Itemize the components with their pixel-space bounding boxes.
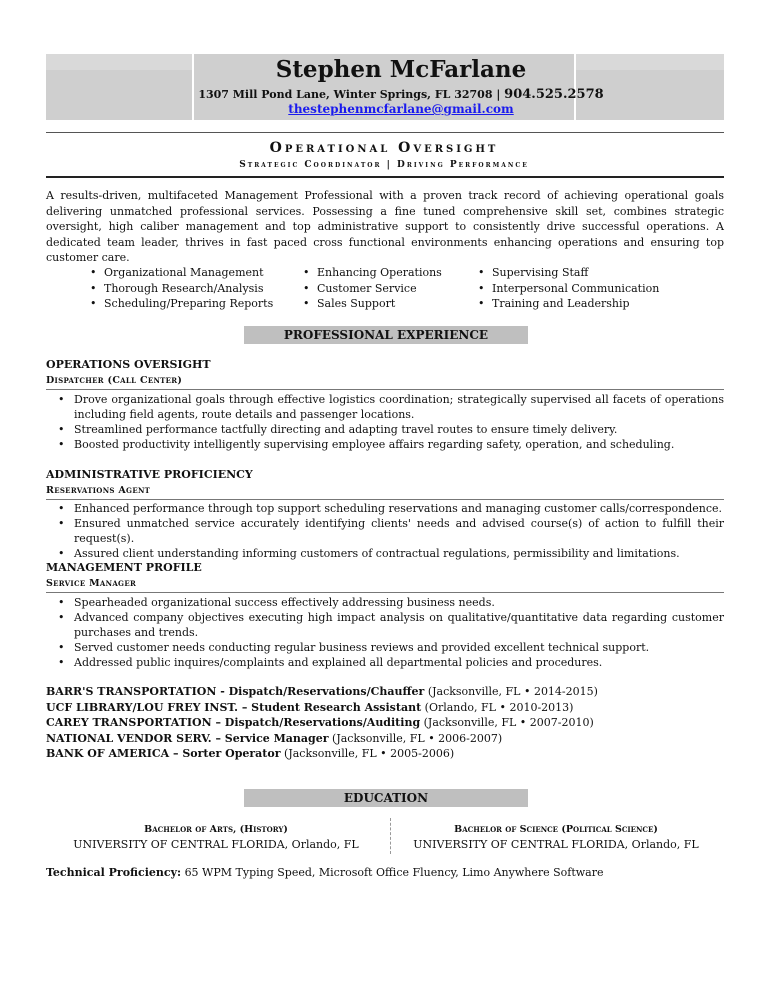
role-bullets: [58, 392, 724, 452]
email-link[interactable]: thestephenmcfarlane@gmail.com: [288, 102, 514, 116]
skill-item: • Sales Support: [303, 296, 442, 312]
history-company: CAREY TRANSPORTATION – Dispatch/Reservations/Auditing: [46, 716, 421, 729]
role-bullet: • Ensured unmatched service accurately identifying clients' needs and advised course(s) of action to fulfill their request(s).: [58, 516, 724, 546]
role-title: ADMINISTRATIVE PROFICIENCY: [46, 468, 253, 481]
skill-item: • Interpersonal Communication: [478, 281, 659, 297]
role-bullet: • Enhanced performance through top support scheduling reservations and managing customer calls/correspondence.: [58, 501, 724, 516]
role-bullet: • Advanced company objectives executing high impact analysis on qualitative/quantitative data regarding customer purchases and trends.: [58, 610, 724, 640]
skill-item: • Training and Leadership: [478, 296, 659, 312]
role-bullet: • Spearheaded organizational success effectively addressing business needs.: [58, 595, 724, 610]
education-divider: [390, 818, 391, 854]
role-bullets: [58, 595, 724, 670]
history-detail: (Jacksonville, FL • 2014-2015): [427, 685, 598, 698]
role-bullet: • Addressed public inquires/complaints and explained all departmental policies and procedures.: [58, 655, 724, 670]
history-entry: [46, 700, 724, 716]
skill-item: • Supervising Staff: [478, 265, 659, 281]
candidate-name: Stephen McFarlane: [275, 56, 527, 83]
degree: Bachelor of Science (Political Science): [454, 824, 658, 835]
school: UNIVERSITY OF CENTRAL FLORIDA, Orlando, FL: [73, 838, 359, 851]
summary-paragraph: A results-driven, multifaceted Management Professional with a proven track record of achieving operational goals delivering unmatched professional services. Possessing a fine tuned comprehensive skill set, combines strategic oversight, high caliber management and top administrative support to consistently drive successful operations. A dedicated team leader, thrives in fast paced cross functional environments enhancing operations and ensuring top customer care.: [46, 189, 724, 264]
role-bullets: [58, 501, 724, 561]
role-subtitle: Dispatcher (Call Center): [46, 375, 183, 386]
role-bullet: • Assured client understanding informing customers of contractual regulations, permissibility and limitations.: [58, 546, 724, 561]
phone: 904.525.2578: [504, 87, 604, 102]
history-company: NATIONAL VENDOR SERV. – Service Manager: [46, 731, 329, 745]
employment-history: [46, 684, 724, 762]
headline-rule: [46, 176, 724, 178]
skills-column-3: [478, 265, 659, 312]
contact-line: [46, 87, 756, 102]
role-rule: [46, 389, 724, 390]
school: UNIVERSITY OF CENTRAL FLORIDA, Orlando, FL: [413, 838, 699, 851]
history-detail: (Orlando, FL • 2010-2013): [424, 700, 574, 714]
education-section-heading: EDUCATION: [244, 789, 528, 807]
role-subtitle: Service Manager: [46, 578, 137, 589]
contact-separator: |: [492, 88, 505, 101]
degree: Bachelor of Arts, (History): [144, 824, 288, 835]
history-entry: [46, 746, 724, 762]
history-detail: (Jacksonville, FL • 2007-2010): [423, 716, 594, 729]
role-bullet: • Drove organizational goals through effective logistics coordination; strategically supervised all facets of operations including field agents, route details and passenger locations.: [58, 392, 724, 422]
role-subtitle: Reservations Agent: [46, 485, 151, 496]
history-detail: (Jacksonville, FL • 2005-2006): [284, 747, 455, 760]
skills-column-2: [303, 265, 442, 312]
technical-proficiency: [46, 866, 724, 879]
technical-label: Technical Proficiency:: [46, 866, 182, 879]
skill-item: • Scheduling/Preparing Reports: [90, 296, 273, 312]
history-entry: [46, 731, 724, 747]
skill-item: • Thorough Research/Analysis: [90, 281, 273, 297]
history-detail: (Jacksonville, FL • 2006-2007): [332, 731, 503, 745]
role-bullet: • Streamlined performance tactfully directing and adapting travel routes to ensure timely delivery.: [58, 422, 724, 437]
role-rule: [46, 499, 724, 500]
history-entry: [46, 715, 724, 731]
skills-column-1: [90, 265, 273, 312]
history-company: BANK OF AMERICA – Sorter Operator: [46, 747, 281, 760]
history-company: UCF LIBRARY/LOU FREY INST. – Student Research Assistant: [46, 700, 422, 714]
skill-item: • Customer Service: [303, 281, 442, 297]
role-title: OPERATIONS OVERSIGHT: [46, 358, 211, 371]
education-entry: [406, 822, 706, 852]
header-rule: [46, 132, 724, 133]
headline-subtitle: Strategic Coordinator | Driving Performance: [239, 160, 529, 170]
role-title: MANAGEMENT PROFILE: [46, 561, 202, 574]
history-entry: [46, 684, 724, 700]
header-band: [46, 54, 724, 120]
skill-item: • Organizational Management: [90, 265, 273, 281]
role-bullet: • Served customer needs conducting regular business reviews and provided excellent technical support.: [58, 640, 724, 655]
technical-value: 65 WPM Typing Speed, Microsoft Office Fluency, Limo Anywhere Software: [184, 866, 604, 879]
education-entry: [66, 822, 366, 852]
address: 1307 Mill Pond Lane, Winter Springs, FL 32708: [198, 88, 493, 101]
experience-section-heading: PROFESSIONAL EXPERIENCE: [244, 326, 528, 344]
headline-title: Operational Oversight: [269, 140, 499, 156]
role-rule: [46, 592, 724, 593]
history-company: BARR'S TRANSPORTATION - Dispatch/Reservations/Chauffer: [46, 685, 425, 698]
skill-item: • Enhancing Operations: [303, 265, 442, 281]
role-bullet: • Boosted productivity intelligently supervising employee affairs regarding safety, operation, and scheduling.: [58, 437, 724, 452]
